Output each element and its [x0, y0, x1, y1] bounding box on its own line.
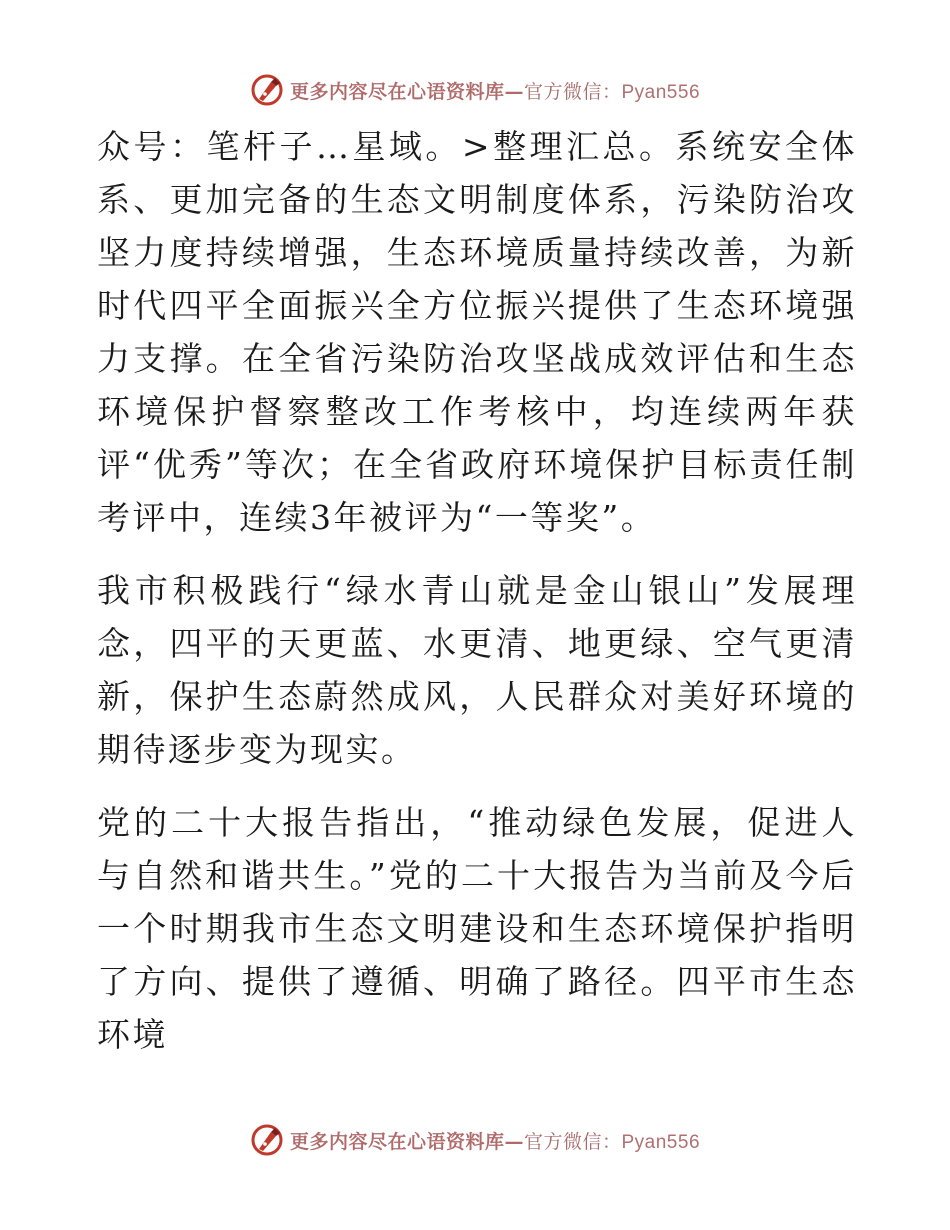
footer-wechat-id: Pyan556: [621, 1131, 701, 1153]
footer-separator: —: [504, 1130, 524, 1153]
header-separator: —: [504, 80, 524, 103]
footer-banner: [0, 1120, 950, 1160]
pen-nib-logo-icon: [250, 1123, 284, 1157]
footer-banner-text: [290, 1127, 700, 1154]
footer-brand-text: 更多内容尽在心语资料库: [289, 1130, 505, 1153]
footer-wechat-label: 官方微信：: [523, 1130, 622, 1153]
paragraph-2: 我市积极践行“绿水青山就是金山银山”发展理念，四平的天更蓝、水更清、地更绿、空气更清新，保护生态蔚然成风，人民群众对美好环境的期待逐步变为现实。: [97, 571, 857, 769]
header-banner-text: [290, 77, 700, 104]
header-wechat-id: Pyan556: [621, 81, 701, 103]
header-banner: [0, 70, 950, 110]
header-brand-text: 更多内容尽在心语资料库: [289, 80, 505, 103]
pen-nib-logo-icon: [250, 73, 284, 107]
document-body: [97, 120, 857, 1061]
header-wechat-label: 官方微信：: [523, 80, 622, 103]
paragraph-1: 众号：笔杆子…星域。>整理汇总。系统安全体系、更加完备的生态文明制度体系，污染防治攻坚力度持续增强，生态环境质量持续改善，为新时代四平全面振兴全方位振兴提供了生态环境强力支撑。在全省污染防治攻坚战成效评估和生态环境保护督察整改工作考核中，均连续两年获评“优秀”等次；在全省政府环境保护目标责任制考评中，连续3年被评为“一等奖”。: [97, 127, 857, 537]
paragraph-3: 党的二十大报告指出，“推动绿色发展，促进人与自然和谐共生。”党的二十大报告为当前及今后一个时期我市生态文明建设和生态环境保护指明了方向、提供了遵循、明确了路径。四平市生态环境: [97, 803, 857, 1054]
